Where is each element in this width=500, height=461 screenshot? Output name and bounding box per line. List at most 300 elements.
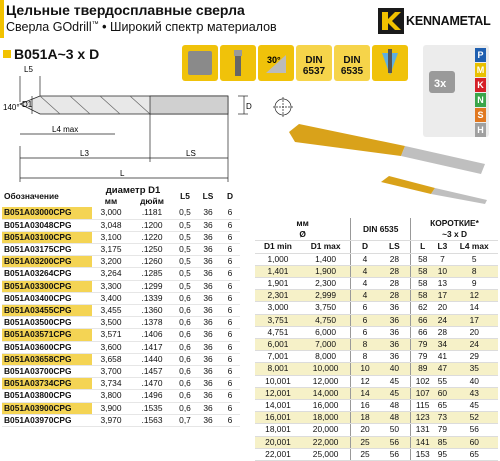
table-cell: 36 — [379, 314, 411, 326]
table-cell: 55 — [434, 375, 450, 387]
table-cell: 0,6 — [174, 366, 196, 378]
col-mm-r: мм — [296, 218, 309, 228]
table-cell: B051A03455CPG — [2, 305, 92, 317]
table-cell: .1250 — [130, 244, 174, 256]
accent-bar — [0, 0, 4, 38]
table-cell: .1457 — [130, 366, 174, 378]
col-diameter: диаметр D1 — [105, 185, 161, 196]
table-row — [2, 280, 240, 292]
table-cell: 4 — [351, 278, 379, 290]
table-row — [2, 292, 240, 304]
table-cell: 25 — [351, 436, 379, 448]
table-row — [2, 390, 240, 402]
table-cell: 3,700 — [92, 366, 130, 378]
table-cell: 58 — [411, 253, 435, 265]
table-row — [2, 231, 240, 243]
table-cell: 6 — [220, 219, 240, 231]
table-cell: 3,751 — [255, 314, 301, 326]
table-cell: 73 — [434, 412, 450, 424]
table-row — [2, 329, 240, 341]
table-cell: 60 — [450, 436, 498, 448]
table-cell: 34 — [434, 339, 450, 351]
table-cell: .1470 — [130, 378, 174, 390]
table-row — [255, 400, 498, 412]
model-title — [3, 46, 99, 62]
table-row — [2, 414, 240, 426]
table-cell: B051A03200CPG — [2, 256, 92, 268]
table-cell: 0,6 — [174, 390, 196, 402]
table-cell: 66 — [411, 314, 435, 326]
table-row — [255, 363, 498, 375]
table-cell: 16,001 — [255, 412, 301, 424]
angle-dim: 140° — [3, 103, 20, 112]
table-cell: 36 — [196, 305, 220, 317]
page-subtitle — [6, 20, 277, 34]
table-cell: 3,500 — [92, 317, 130, 329]
table-cell: 6 — [351, 314, 379, 326]
ls-dim: LS — [186, 149, 196, 158]
table-cell: 16 — [351, 400, 379, 412]
table-cell: 6 — [220, 268, 240, 280]
table-cell: 36 — [196, 378, 220, 390]
table-cell: 3,658 — [92, 353, 130, 365]
table-cell: 65 — [450, 448, 498, 460]
table-cell: 3,264 — [92, 268, 130, 280]
table-row — [2, 341, 240, 353]
table-cell: 6 — [220, 280, 240, 292]
logo-text: KENNAMETAL — [406, 14, 491, 28]
table-cell: B051A03400CPG — [2, 292, 92, 304]
table-cell: 12 — [450, 290, 498, 302]
table-cell: 3,600 — [92, 341, 130, 353]
table-row — [2, 305, 240, 317]
table-cell: 4 — [351, 265, 379, 277]
d-dim: D — [246, 102, 252, 111]
table-cell: 36 — [196, 280, 220, 292]
table-cell: B051A03100CPG — [2, 231, 92, 243]
table-row — [255, 253, 498, 265]
material-h-badge: H — [475, 123, 486, 137]
table-cell: 8 — [450, 265, 498, 277]
table-row — [2, 317, 240, 329]
table-cell: 2,301 — [255, 290, 301, 302]
table-cell: 0,5 — [174, 256, 196, 268]
table-cell: 1,901 — [255, 278, 301, 290]
table-cell: 85 — [434, 436, 450, 448]
table-cell: 0,6 — [174, 305, 196, 317]
table-cell: 0,6 — [174, 378, 196, 390]
table-cell: 3,900 — [92, 402, 130, 414]
table-cell: 6 — [220, 305, 240, 317]
col-short: КОРОТКИЕ* — [411, 218, 498, 229]
table-cell: 20 — [450, 326, 498, 338]
table-cell: 20 — [351, 424, 379, 436]
table-cell: 3,734 — [92, 378, 130, 390]
table-cell: 1,000 — [255, 253, 301, 265]
table-cell: 62 — [411, 302, 435, 314]
table-cell: 8,001 — [255, 363, 301, 375]
col-d1max: D1 max — [301, 241, 351, 253]
col-ls: LS — [202, 190, 214, 201]
table-cell: 1,401 — [255, 265, 301, 277]
table-cell: 3,455 — [92, 305, 130, 317]
table-cell: 20,000 — [301, 424, 351, 436]
table-cell: .1563 — [130, 414, 174, 426]
table-row — [255, 339, 498, 351]
material-m-badge: M — [476, 65, 485, 75]
page-title: Цельные твердосплавные сверла — [6, 2, 245, 18]
table-cell: 36 — [196, 329, 220, 341]
table-cell: 10 — [351, 363, 379, 375]
table-cell: B051A03300CPG — [2, 280, 92, 292]
table-cell: 1,400 — [301, 253, 351, 265]
table-cell: 22,001 — [255, 448, 301, 460]
table-cell: 6 — [220, 402, 240, 414]
table-cell: .1406 — [130, 329, 174, 341]
table-cell: 28 — [379, 265, 411, 277]
table-cell: B051A03000CPG — [2, 207, 92, 219]
table-cell: 56 — [379, 448, 411, 460]
col-d-r: D — [351, 241, 379, 253]
table-cell: 0,6 — [174, 329, 196, 341]
table-cell: 123 — [411, 412, 435, 424]
table-cell: 14,000 — [301, 387, 351, 399]
table-cell: 4 — [351, 290, 379, 302]
table-cell: 0,5 — [174, 244, 196, 256]
table-cell: 115 — [411, 400, 435, 412]
table-cell: 36 — [196, 219, 220, 231]
table-cell: 89 — [411, 363, 435, 375]
col-designation: Обозначение — [4, 190, 59, 201]
table-cell: 6 — [220, 414, 240, 426]
table-cell: 6,000 — [301, 326, 351, 338]
din6537-label: DIN 6537 — [302, 55, 326, 77]
table-cell: 0,5 — [174, 280, 196, 292]
table-row — [255, 326, 498, 338]
table-cell: 47 — [434, 363, 450, 375]
table-cell: 36 — [196, 268, 220, 280]
col-inch: дюйм — [140, 196, 164, 207]
table-row — [255, 375, 498, 387]
table-cell: 40 — [450, 375, 498, 387]
table-cell: 95 — [434, 448, 450, 460]
table-cell: .1440 — [130, 353, 174, 365]
table-cell: 131 — [411, 424, 435, 436]
table-cell: 40 — [379, 363, 411, 375]
table-cell: 36 — [196, 366, 220, 378]
table-row — [255, 387, 498, 399]
col-din6535: DIN 6535 — [351, 218, 411, 241]
table-cell: B051A03500CPG — [2, 317, 92, 329]
table-cell: 56 — [450, 424, 498, 436]
table-cell: 36 — [196, 414, 220, 426]
table-cell: B051A03970CPG — [2, 414, 92, 426]
table-cell: 10,000 — [301, 363, 351, 375]
table-cell: 36 — [196, 244, 220, 256]
table-row — [2, 219, 240, 231]
table-cell: 36 — [196, 317, 220, 329]
col-dia: Ø — [255, 229, 351, 241]
table-row — [255, 278, 498, 290]
col-mm: мм — [104, 196, 118, 207]
table-cell: 48 — [379, 400, 411, 412]
table-cell: 17 — [434, 290, 450, 302]
table-row — [2, 378, 240, 390]
table-cell: 36 — [196, 256, 220, 268]
l-dim: L — [120, 169, 125, 178]
table-cell: 6 — [220, 292, 240, 304]
table-cell: 3,800 — [92, 390, 130, 402]
table-cell: 16,000 — [301, 400, 351, 412]
table-cell: 45 — [379, 375, 411, 387]
table-cell: 6 — [220, 231, 240, 243]
table-cell: B051A03571CPG — [2, 329, 92, 341]
table-cell: 17 — [450, 314, 498, 326]
col-d: D — [226, 190, 234, 201]
table-cell: 1,900 — [301, 265, 351, 277]
table-cell: 24 — [450, 339, 498, 351]
table-cell: 36 — [379, 326, 411, 338]
table-cell: 2,300 — [301, 278, 351, 290]
table-cell: 56 — [379, 436, 411, 448]
table-cell: 6,001 — [255, 339, 301, 351]
table-row — [255, 448, 498, 460]
table-cell: 10 — [434, 265, 450, 277]
table-row — [255, 314, 498, 326]
table-cell: 2,999 — [301, 290, 351, 302]
table-cell: .1360 — [130, 305, 174, 317]
table-cell: 14,001 — [255, 400, 301, 412]
table-cell: 7,001 — [255, 351, 301, 363]
table-cell: 9 — [450, 278, 498, 290]
table-cell: 3,571 — [92, 329, 130, 341]
table-cell: 8 — [351, 351, 379, 363]
table-cell: 58 — [411, 265, 435, 277]
table-row — [2, 207, 240, 219]
table-cell: 141 — [411, 436, 435, 448]
table-cell: 79 — [434, 424, 450, 436]
table-cell: .1260 — [130, 256, 174, 268]
table-cell: 29 — [450, 351, 498, 363]
table-cell: 0,6 — [174, 292, 196, 304]
table-cell: B051A03900CPG — [2, 402, 92, 414]
l4-dim: L4 max — [52, 125, 79, 134]
table-cell: 7 — [434, 253, 450, 265]
table-row — [255, 290, 498, 302]
table-cell: 3,750 — [301, 302, 351, 314]
table-cell: B051A03264CPG — [2, 268, 92, 280]
table-row — [255, 302, 498, 314]
col-ls-r: LS — [379, 241, 411, 253]
material-p-badge: P — [475, 48, 486, 62]
right-table — [255, 218, 498, 461]
table-cell: 52 — [450, 412, 498, 424]
d1-dim: D1 — [22, 100, 33, 109]
table-cell: 36 — [196, 402, 220, 414]
table-cell: 3,970 — [92, 414, 130, 426]
table-cell: 12 — [351, 375, 379, 387]
table-cell: 0,7 — [174, 414, 196, 426]
table-cell: 4 — [351, 253, 379, 265]
table-cell: 6 — [351, 302, 379, 314]
table-cell: 18,000 — [301, 412, 351, 424]
table-cell: 36 — [196, 341, 220, 353]
table-cell: 4,750 — [301, 314, 351, 326]
table-cell: 79 — [411, 351, 435, 363]
table-cell: .1181 — [130, 207, 174, 219]
table-cell: 3,300 — [92, 280, 130, 292]
table-cell: 6 — [220, 390, 240, 402]
angle-label: 30° — [267, 55, 281, 65]
table-row — [255, 412, 498, 424]
table-cell: B051A03700CPG — [2, 366, 92, 378]
table-cell: 6 — [220, 329, 240, 341]
table-cell: 25 — [351, 448, 379, 460]
table-cell: 6 — [351, 326, 379, 338]
table-cell: 3,000 — [92, 207, 130, 219]
material-n-badge: N — [475, 93, 486, 107]
depth-3x-icon — [425, 65, 463, 99]
col-l5: L5 — [180, 190, 190, 201]
table-cell: 102 — [411, 375, 435, 387]
table-row — [255, 436, 498, 448]
table-cell: 45 — [450, 400, 498, 412]
col-l: L — [411, 241, 435, 253]
bullet-square-icon — [3, 50, 11, 58]
subtitle-separator: • — [102, 20, 107, 34]
col-l4: L4 max — [450, 241, 498, 253]
table-cell: .1220 — [130, 231, 174, 243]
table-row — [255, 424, 498, 436]
col-l3: L3 — [434, 241, 450, 253]
table-cell: 12,001 — [255, 387, 301, 399]
table-cell: 6 — [220, 244, 240, 256]
l5-dim: L5 — [24, 65, 33, 74]
table-cell: 3,000 — [255, 302, 301, 314]
svg-text:3x: 3x — [434, 78, 447, 90]
table-cell: 6 — [220, 353, 240, 365]
material-k-badge: K — [475, 78, 486, 92]
table-cell: .1299 — [130, 280, 174, 292]
l3-dim: L3 — [80, 149, 89, 158]
table-cell: 14 — [351, 387, 379, 399]
table-cell: 36 — [196, 353, 220, 365]
table-cell: B051A03175CPG — [2, 244, 92, 256]
subtitle-rest: Широкий спектр материалов — [109, 20, 277, 34]
table-cell: 58 — [411, 278, 435, 290]
table-cell: 20 — [434, 302, 450, 314]
table-cell: 24 — [434, 314, 450, 326]
table-cell: 107 — [411, 387, 435, 399]
product-photo — [285, 110, 495, 204]
table-cell: .1535 — [130, 402, 174, 414]
table-cell: 45 — [379, 387, 411, 399]
table-cell: 36 — [196, 390, 220, 402]
table-cell: 22,000 — [301, 436, 351, 448]
trademark: ™ — [91, 20, 99, 28]
left-table — [2, 185, 240, 427]
table-cell: 65 — [434, 400, 450, 412]
table-cell: 66 — [411, 326, 435, 338]
table-cell: 18 — [351, 412, 379, 424]
col-short2: ~3 x D — [411, 229, 498, 241]
table-cell: .1496 — [130, 390, 174, 402]
table-cell: 5 — [450, 253, 498, 265]
table-cell: 36 — [196, 231, 220, 243]
table-cell: 6 — [220, 207, 240, 219]
table-cell: 28 — [379, 253, 411, 265]
table-cell: 0,6 — [174, 402, 196, 414]
table-cell: 3,048 — [92, 219, 130, 231]
table-cell: B051A03658CPG — [2, 353, 92, 365]
table-cell: 7,000 — [301, 339, 351, 351]
table-cell: 4,751 — [255, 326, 301, 338]
logo-mark-icon — [378, 8, 404, 34]
table-cell: 36 — [379, 302, 411, 314]
table-cell: 6 — [220, 341, 240, 353]
table-cell: 41 — [434, 351, 450, 363]
table-cell: 28 — [379, 278, 411, 290]
table-cell: 13 — [434, 278, 450, 290]
table-cell: 28 — [379, 290, 411, 302]
table-cell: 10,001 — [255, 375, 301, 387]
subtitle-main: Сверла GOdrill — [6, 20, 92, 34]
coolant-icon — [372, 45, 408, 81]
table-cell: .1417 — [130, 341, 174, 353]
table-row — [255, 351, 498, 363]
table-cell: 0,5 — [174, 207, 196, 219]
col-d1min: D1 min — [255, 241, 301, 253]
page-header — [0, 0, 500, 42]
table-row — [255, 265, 498, 277]
table-cell: 0,6 — [174, 317, 196, 329]
table-cell: B051A03734CPG — [2, 378, 92, 390]
table-cell: 79 — [411, 339, 435, 351]
table-cell: B051A03800CPG — [2, 390, 92, 402]
table-row — [2, 268, 240, 280]
table-cell: .1285 — [130, 268, 174, 280]
din6535-label: DIN 6535 — [340, 55, 364, 77]
table-row — [2, 366, 240, 378]
table-cell: 35 — [450, 363, 498, 375]
table-cell: 0,6 — [174, 353, 196, 365]
table-cell: 6 — [220, 378, 240, 390]
table-row — [2, 244, 240, 256]
table-cell: 25,000 — [301, 448, 351, 460]
table-cell: 3,200 — [92, 256, 130, 268]
table-cell: .1200 — [130, 219, 174, 231]
table-cell: 0,5 — [174, 231, 196, 243]
table-cell: 28 — [434, 326, 450, 338]
table-cell: 3,100 — [92, 231, 130, 243]
table-row — [2, 402, 240, 414]
table-cell: B051A03600CPG — [2, 341, 92, 353]
table-cell: 6 — [220, 256, 240, 268]
table-cell: 43 — [450, 387, 498, 399]
table-cell: 18,001 — [255, 424, 301, 436]
table-cell: 36 — [379, 351, 411, 363]
table-row — [2, 256, 240, 268]
material-s-badge: S — [475, 108, 486, 122]
table-cell: 48 — [379, 412, 411, 424]
table-cell: 0,5 — [174, 219, 196, 231]
table-cell: 36 — [379, 339, 411, 351]
table-cell: .1339 — [130, 292, 174, 304]
table-row — [2, 353, 240, 365]
table-cell: 36 — [196, 292, 220, 304]
table-cell: 36 — [196, 207, 220, 219]
table-cell: 12,000 — [301, 375, 351, 387]
